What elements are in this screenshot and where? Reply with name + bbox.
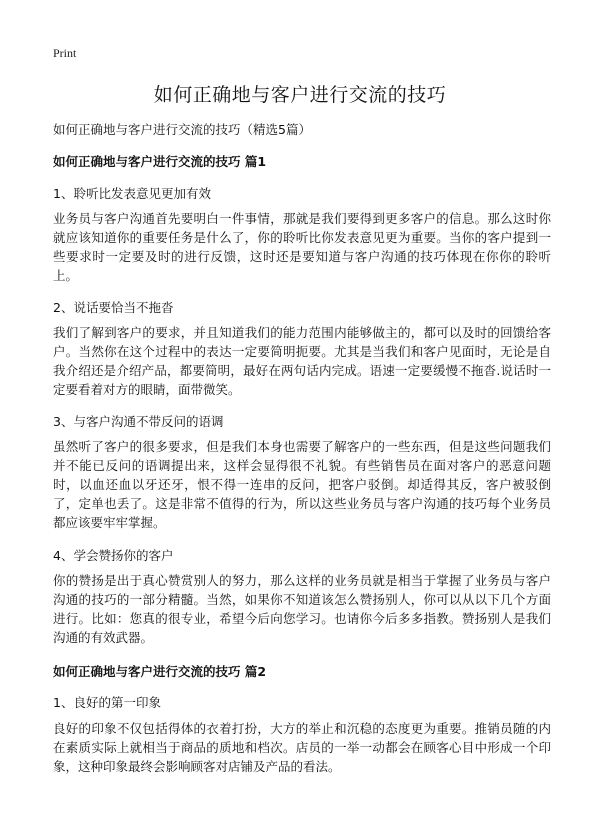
section2-point1-body: 良好的印象不仅包括得体的衣着打扮，大方的举止和沉稳的态度更为重要。推销员随的内在素质实际上就相当于商品的质地和档次。店员的一举一动都会在顾客心目中形成一个印象，这种印象最终会影响顾客对店铺及产品的看法。 — [53, 721, 551, 774]
section1-point3-body: 虽然听了客户的很多要求，但是我们本身也需要了解客户的一些东西，但是这些问题我们并不能已反问的语调提出来，这样会显得很不礼貌。有些销售员在面对客户的恶意问题时，以血还血以牙还牙，恨不得一连串的反问，把客户驳倒。却适得其反，客户被驳倒了，定单也丢了。这是非常不值得的行为，所以这些业务员与客户沟通的技巧每个业务员都应该要牢牢掌握。 — [53, 439, 551, 530]
section1-point2-body: 我们了解到客户的要求，并且知道我们的能力范围内能够做主的，都可以及时的回馈给客户。当然你在这个过程中的表达一定要简明扼要。尤其是当我们和客户见面时，无论是自我介绍还是介绍产品，都要简明，最好在两句话内完成。语速一定要缓慢不拖沓.说话时一定要看着对方的眼睛，面带微笑。 — [53, 325, 551, 397]
document-subtitle: 如何正确地与客户进行交流的技巧（精选5篇） — [53, 122, 311, 137]
section1-point4-body: 你的赞扬是出于真心赞赏别人的努力，那么这样的业务员就是相当于掌握了业务员与客户沟通的技巧的一部分精髓。当然，如果你不知道该怎么赞扬别人，你可以从以下几个方面进行。比如：您真的很专业，希望今后向您学习。也请你今后多多指教。赞扬别人是我们沟通的有效武器。 — [53, 573, 551, 645]
section-heading-1: 如何正确地与客户进行交流的技巧 篇1 — [53, 154, 267, 169]
section-heading-2: 如何正确地与客户进行交流的技巧 篇2 — [53, 664, 267, 679]
section1-point1-body: 业务员与客户沟通首先要明白一件事情，那就是我们要得到更多客户的信息。那么这时你就应该知道你的重要任务是什么了，你的聆听比你发表意见更为重要。当你的客户提到一些要求时一定要及时的进行反馈，这时还是要知道与客户沟通的技巧体现在你你的聆听上。 — [53, 211, 551, 283]
section1-point3-title: 3、与客户沟通不带反问的语调 — [53, 414, 224, 429]
print-link[interactable]: Print — [53, 46, 77, 60]
section1-point2-title: 2、说话要恰当不拖沓 — [53, 300, 174, 315]
section2-point1-title: 1、良好的第一印象 — [53, 695, 161, 710]
page-title: 如何正确地与客户进行交流的技巧 — [153, 84, 447, 106]
section1-point1-title: 1、聆听比发表意见更加有效 — [53, 186, 211, 201]
section1-point4-title: 4、学会赞扬你的客户 — [53, 548, 174, 563]
